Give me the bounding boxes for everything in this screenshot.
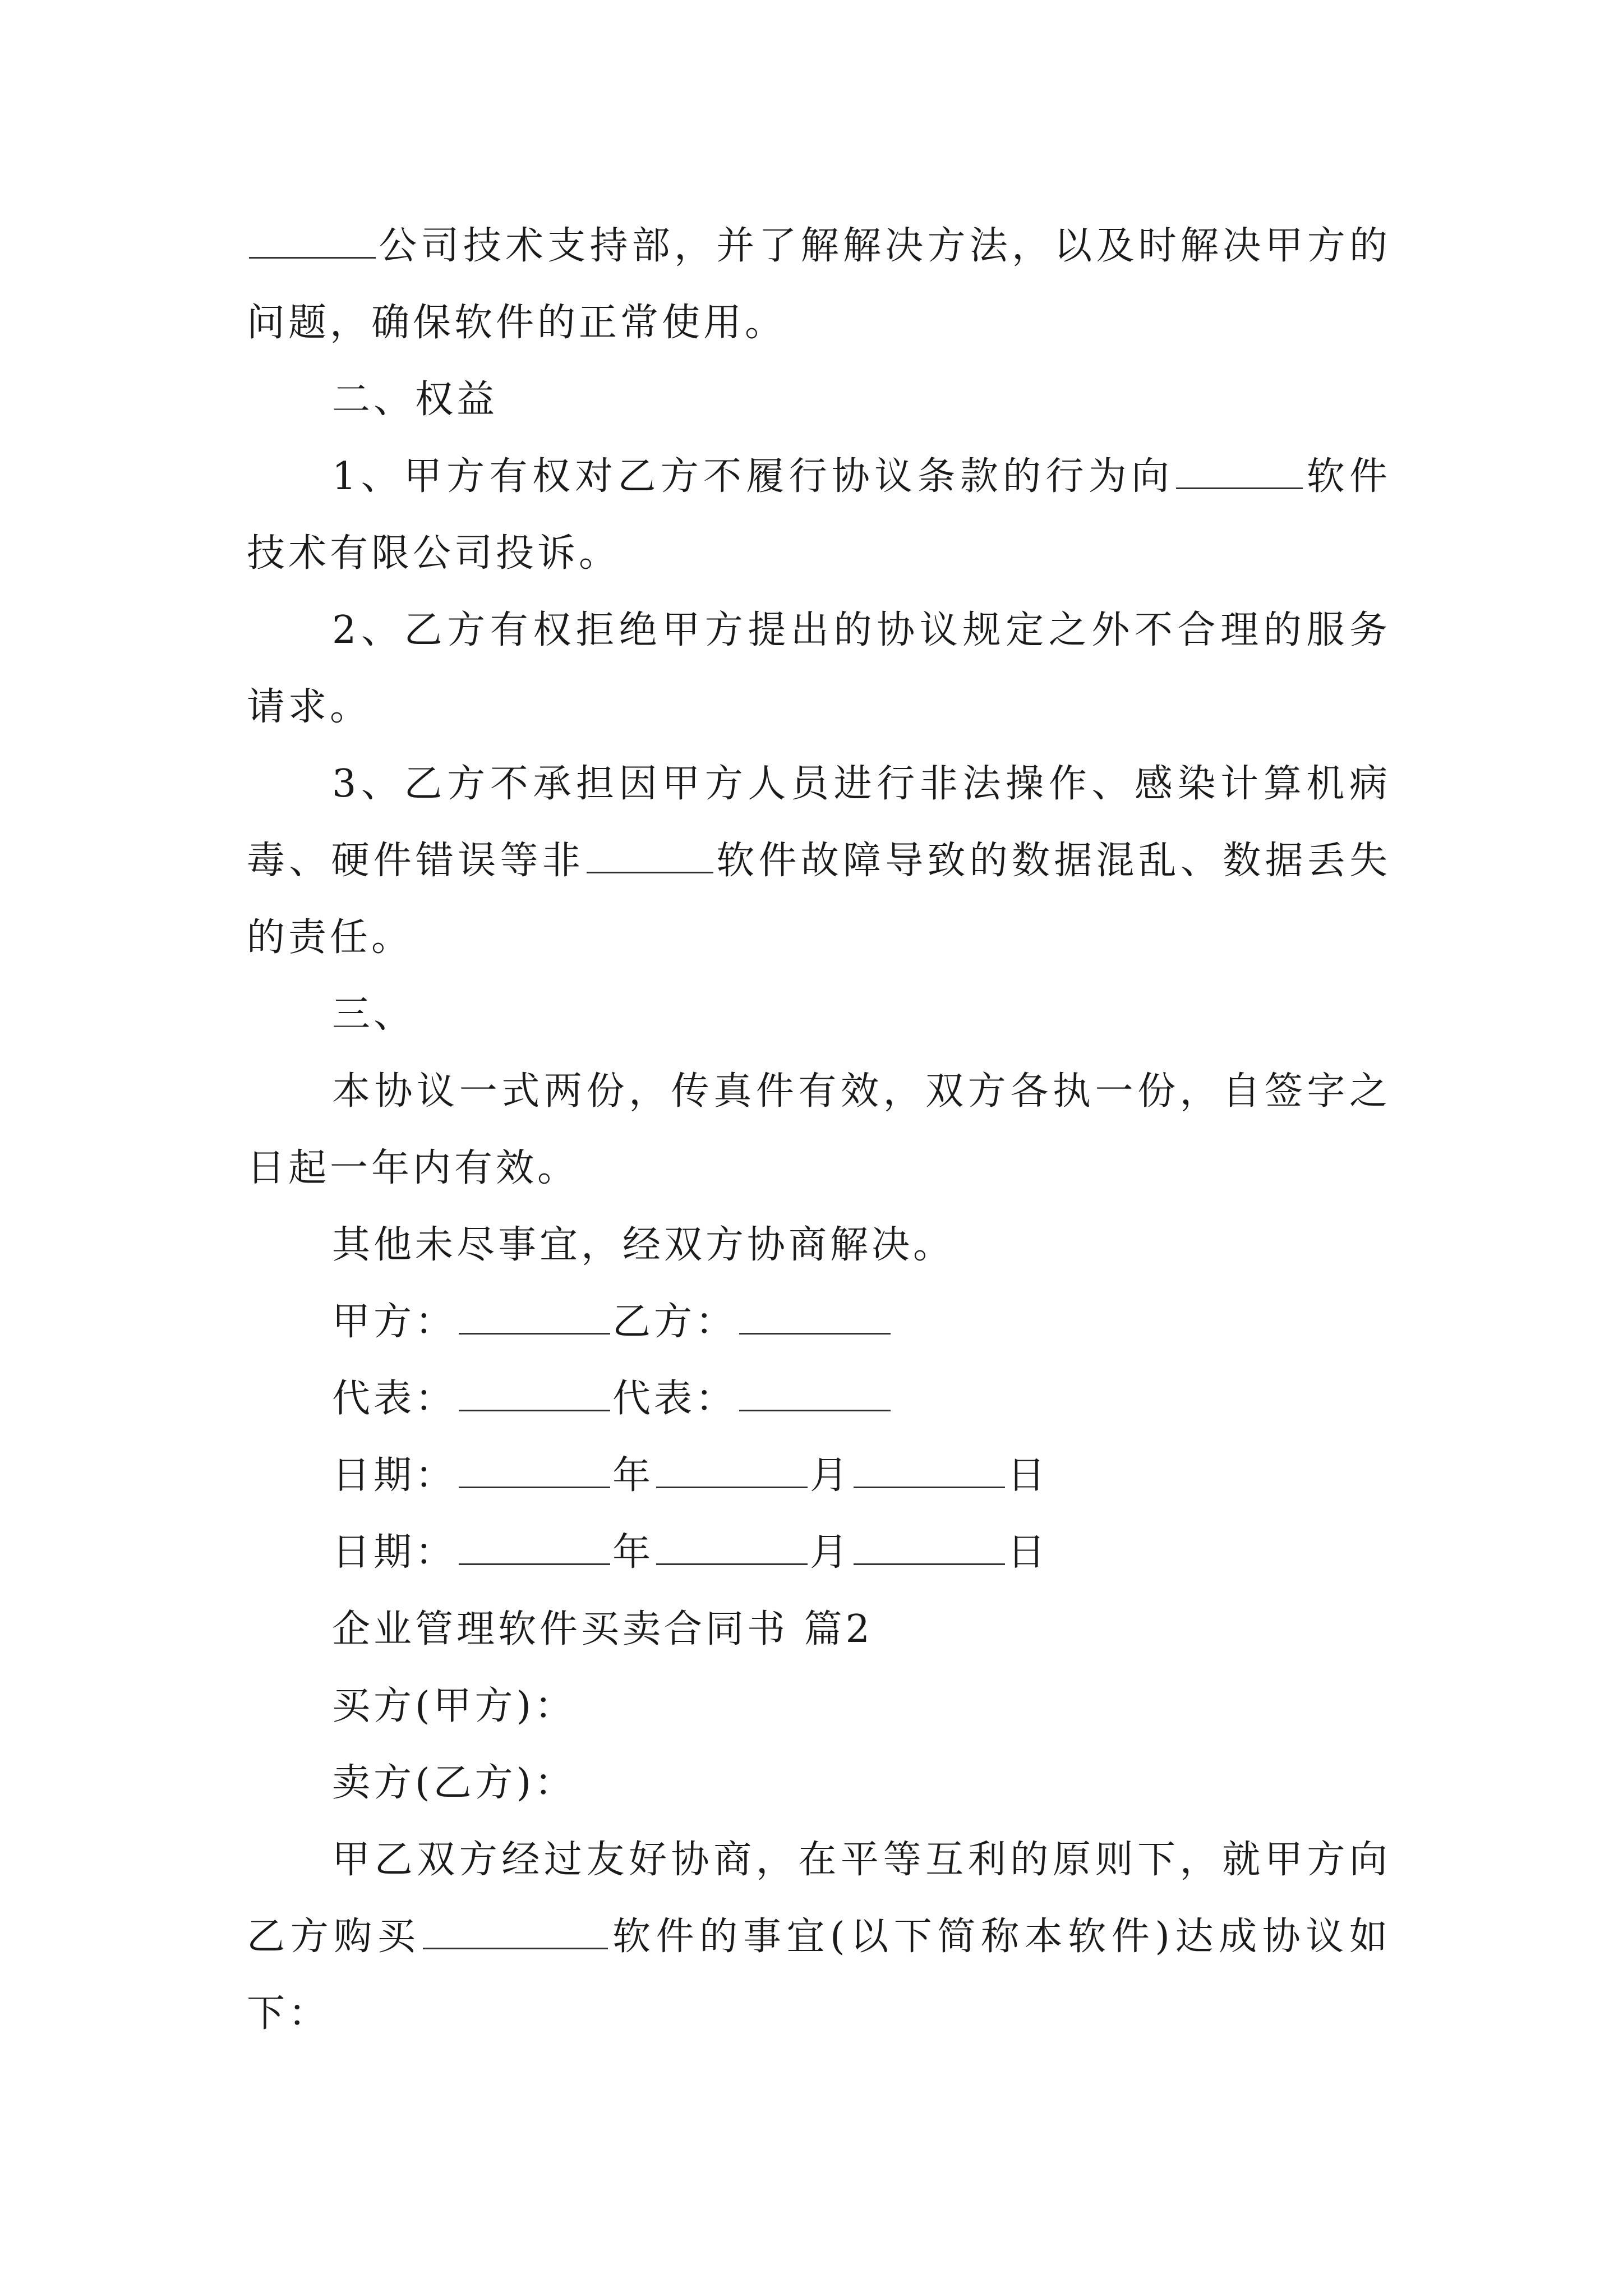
document-body bbox=[247, 208, 1391, 2052]
rights-item-3-text-before: 3、乙方不承担因甲方人员进行非法操作、感染计算机病毒、硬件错误等非 bbox=[247, 762, 1391, 883]
signature-date-line-b bbox=[247, 1514, 1391, 1591]
contract-2-title: 企业管理软件买卖合同书 篇2 bbox=[332, 1607, 873, 1651]
date-label: 日期： bbox=[332, 1453, 457, 1498]
rights-item-1-text-after: 软件技术有限公司投诉。 bbox=[247, 454, 1391, 576]
year-label: 年 bbox=[612, 1453, 654, 1498]
representative-b-blank bbox=[739, 1377, 891, 1411]
validity-clause: 本协议一式两份，传真件有效，双方各执一份，自签字之日起一年内有效。 bbox=[247, 1069, 1391, 1190]
paragraph-support bbox=[247, 208, 1391, 361]
date-month-blank bbox=[656, 1531, 808, 1565]
party-b-label: 乙方： bbox=[612, 1300, 737, 1344]
section-heading-rights: 二、权益 bbox=[332, 378, 499, 422]
day-label: 日 bbox=[1007, 1530, 1049, 1575]
signature-parties-line bbox=[247, 1283, 1391, 1360]
fill-blank bbox=[1176, 455, 1303, 489]
contract-2-intro-before: 甲乙双方经过友好协商，在平等互利的原则下，就甲方向乙方购买 bbox=[247, 1838, 1391, 1959]
software-name-blank bbox=[423, 1915, 608, 1949]
representative-a-blank bbox=[459, 1377, 610, 1411]
representative-b-label: 代表： bbox=[612, 1377, 737, 1421]
paragraph-support-text: 公司技术支持部，并了解解决方法，以及时解决甲方的问题，确保软件的正常使用。 bbox=[247, 224, 1391, 345]
date-label: 日期： bbox=[332, 1530, 457, 1575]
date-day-blank bbox=[854, 1531, 1005, 1565]
party-a-blank bbox=[459, 1300, 610, 1335]
buyer-label: 买方(甲方)： bbox=[332, 1684, 577, 1728]
signature-representatives-line bbox=[247, 1360, 1391, 1437]
date-year-blank bbox=[459, 1531, 610, 1565]
date-day-blank bbox=[854, 1454, 1005, 1488]
party-a-label: 甲方： bbox=[332, 1300, 457, 1344]
signature-date-line-a bbox=[247, 1437, 1391, 1514]
date-year-blank bbox=[459, 1454, 610, 1488]
rights-item-3-text-after: 软件故障导致的数据混乱、数据丢失的责任。 bbox=[247, 839, 1391, 960]
party-b-blank bbox=[739, 1300, 891, 1335]
month-label: 月 bbox=[810, 1453, 852, 1498]
seller-label: 卖方(乙方)： bbox=[332, 1761, 577, 1805]
representative-a-label: 代表： bbox=[332, 1377, 457, 1421]
rights-item-1 bbox=[247, 438, 1391, 592]
contract-2-intro-after: 软件的事宜(以下简称本软件)达成协议如下： bbox=[247, 1915, 1391, 2036]
month-label: 月 bbox=[810, 1530, 852, 1575]
fill-blank bbox=[249, 224, 376, 259]
rights-item-1-text-before: 1、甲方有权对乙方不履行协议条款的行为向 bbox=[332, 454, 1174, 499]
contract-2-intro bbox=[247, 1821, 1391, 2052]
date-month-blank bbox=[656, 1454, 808, 1488]
other-matters-clause: 其他未尽事宜，经双方协商解决。 bbox=[332, 1223, 955, 1267]
rights-item-2: 2、乙方有权拒绝甲方提出的协议规定之外不合理的服务请求。 bbox=[247, 608, 1391, 729]
day-label: 日 bbox=[1007, 1453, 1049, 1498]
year-label: 年 bbox=[612, 1530, 654, 1575]
section-heading-3: 三、 bbox=[332, 992, 416, 1037]
rights-item-3 bbox=[247, 746, 1391, 976]
fill-blank bbox=[587, 839, 713, 873]
